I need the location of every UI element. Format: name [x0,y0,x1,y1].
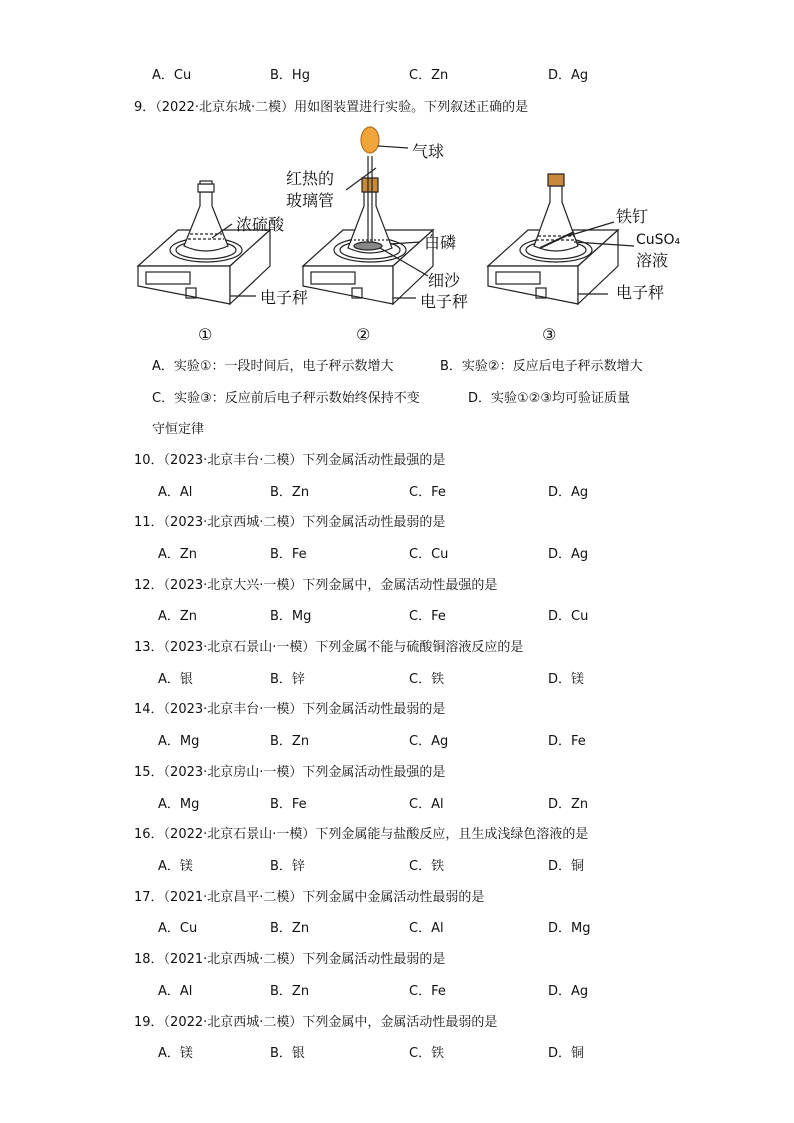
question-16-stem: 16．（2022·北京石景山·一模）下列金属能与盐酸反应，且生成浅绿色溶液的是 [134,827,589,842]
q10-option-b: B．Zn [270,485,310,500]
q9-option-a: A．实验①：一段时间后，电子秤示数增大 [152,359,394,374]
q10-option-c: C．Fe [409,485,446,500]
label-experiment-2: ② [356,325,371,344]
q14-option-d: D．Fe [548,734,586,749]
question-10-stem: 10．（2023·北京丰台·二模）下列金属活动性最强的是 [134,453,446,468]
q16-option-c: C．铁 [409,859,445,874]
q11-option-d: D．Ag [548,547,589,562]
q12-option-d: D．Cu [548,609,589,624]
label-fine-sand: 细沙 [428,271,461,290]
q17-option-b: B．Zn [270,921,310,936]
q9-option-b: B．实验②：反应后电子秤示数增大 [440,359,643,374]
q10-option-a: A．Al [158,485,193,500]
q13-option-d: D．镁 [548,672,585,687]
q9-option-c: C．实验③：反应前后电子秤示数始终保持不变 [152,391,420,406]
q19-option-b: B．银 [270,1046,305,1061]
question-12-stem: 12．（2023·北京大兴·一模）下列金属中，金属活动性最强的是 [134,578,498,593]
label-red-hot: 红热的 [286,169,335,188]
q15-option-d: D．Zn [548,797,589,812]
q9-option-d-cont: 守恒定律 [152,422,205,437]
question-15-stem: 15．（2023·北京房山·一模）下列金属活动性最强的是 [134,765,446,780]
experiment-1-apparatus [138,181,270,304]
q15-option-b: B．Fe [270,797,307,812]
question-17-stem: 17．（2021·北京昌平·二模）下列金属中金属活动性最弱的是 [134,890,485,905]
label-experiment-1: ① [198,325,213,344]
q18-option-c: C．Fe [409,984,446,999]
q11-option-b: B．Fe [270,547,307,562]
label-scale-1: 电子秤 [260,288,309,307]
q11-option-a: A．Zn [158,547,198,562]
q14-option-c: C．Ag [409,734,449,749]
q12-option-b: B．Mg [270,609,312,624]
q13-option-c: C．铁 [409,672,445,687]
q8-option-d: D．Ag [548,68,589,83]
label-cuso4: CuSO₄ [636,232,681,248]
label-iron-nail: 铁钉 [616,207,649,226]
question-9-stem: 9．（2022·北京东城·二模）用如图装置进行实验。下列叙述正确的是 [134,100,529,115]
q8-option-a: A．Cu [152,68,192,83]
experiment-figure [128,126,728,348]
q14-option-b: B．Zn [270,734,310,749]
q19-option-d: D．铜 [548,1046,585,1061]
q15-option-c: C．Al [409,797,444,812]
q11-option-c: C．Cu [409,547,449,562]
q13-option-a: A．银 [158,672,193,687]
label-scale-3: 电子秤 [616,283,665,302]
question-11-stem: 11．（2023·北京西城·二模）下列金属活动性最弱的是 [134,515,446,530]
q16-option-d: D．铜 [548,859,585,874]
label-solution: 溶液 [636,251,669,270]
label-glass-tube: 玻璃管 [286,191,335,210]
experiment-3-apparatus [488,174,634,304]
q9-option-d: D．实验①②③均可验证质量 [468,391,630,406]
q12-option-a: A．Zn [158,609,198,624]
question-18-stem: 18．（2021·北京西城·二模）下列金属活动性最弱的是 [134,952,446,967]
label-balloon: 气球 [412,142,445,161]
q16-option-b: B．锌 [270,859,305,874]
q17-option-d: D．Mg [548,921,591,936]
q10-option-d: D．Ag [548,485,589,500]
q14-option-a: A．Mg [158,734,200,749]
question-19-stem: 19．（2022·北京西城·二模）下列金属中，金属活动性最弱的是 [134,1015,498,1030]
q12-option-c: C．Fe [409,609,446,624]
q17-option-c: C．Al [409,921,444,936]
label-scale-2: 电子秤 [420,292,469,311]
q13-option-b: B．锌 [270,672,305,687]
label-conc-acid: 浓硫酸 [236,215,285,234]
q18-option-d: D．Ag [548,984,589,999]
q15-option-a: A．Mg [158,797,200,812]
q17-option-a: A．Cu [158,921,198,936]
label-experiment-3: ③ [542,325,557,344]
label-white-phosphorus: 白磷 [424,233,457,252]
question-13-stem: 13．（2023·北京石景山·一模）下列金属不能与硫酸铜溶液反应的是 [134,640,524,655]
q8-option-b: B．Hg [270,68,310,83]
q19-option-a: A．镁 [158,1046,193,1061]
q19-option-c: C．铁 [409,1046,445,1061]
question-14-stem: 14．（2023·北京丰台·一模）下列金属活动性最弱的是 [134,702,446,717]
q8-option-c: C．Zn [409,68,449,83]
q18-option-b: B．Zn [270,984,310,999]
q16-option-a: A．镁 [158,859,193,874]
q18-option-a: A．Al [158,984,193,999]
